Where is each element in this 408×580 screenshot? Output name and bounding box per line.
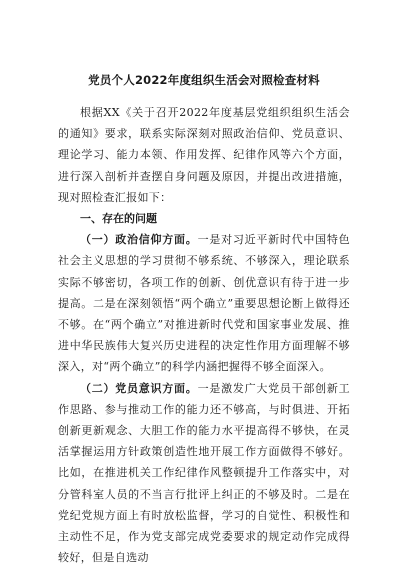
item-political-belief-body: 一是对习近平新时代中国特色社会主义思想的学习贯彻不够系统、不够深入，理论联系实际不够密切，各项工作的创新、创优意识有待于进一步提高。二是在深刻领悟“两个确立”重要思想论断上做得还不够。在“两个确立”对推进新时代党和国家事业发展、推进中华民族伟大复兴历史进程的决定性作用方面理解不够深入，对“两个确立”的科学内涵把握得不够全面深入。 (58, 233, 350, 374)
item-party-awareness (58, 378, 350, 569)
item-political-belief-lead: （一）政治信仰方面。 (80, 233, 198, 247)
item-party-awareness-body: 一是激发广大党员干部创新工作思路、参与推动工作的能力还不够高，与时俱进、开拓创新更新观念、大胆工作的能力水平提高得不够快，在灵活掌握运用方针政策创造性地开展工作方面做得不够好。比如，在推进机关工作纪律作风整顿提升工作落实中，对分管科室人员的不当言行批评上纠正的不够及时。二是在党纪党规方面上有时放松监督，学习的自觉性、积极性和主动性不足，作为党支部完成党委要求的规定动作完成得较好，但是自选动 (58, 381, 350, 565)
intro-paragraph: 根据XX《关于召开2022年度基层党组织组织生活会的通知》要求，联系实际深刻对照政治信仰、党员意识、理论学习、能力本领、作用发挥、纪律作风等六个方面，进行深入剖析并查摆自身问题及原因，并提出改进措施，现对照检查汇报如下： (58, 106, 350, 204)
item-party-awareness-lead: （二）党员意识方面。 (80, 381, 198, 395)
item-political-belief (58, 229, 350, 377)
document-title: 党员个人2022年度组织生活会对照检查材料 (88, 73, 320, 87)
section-heading-problems: 一、存在的问题 (80, 212, 157, 226)
